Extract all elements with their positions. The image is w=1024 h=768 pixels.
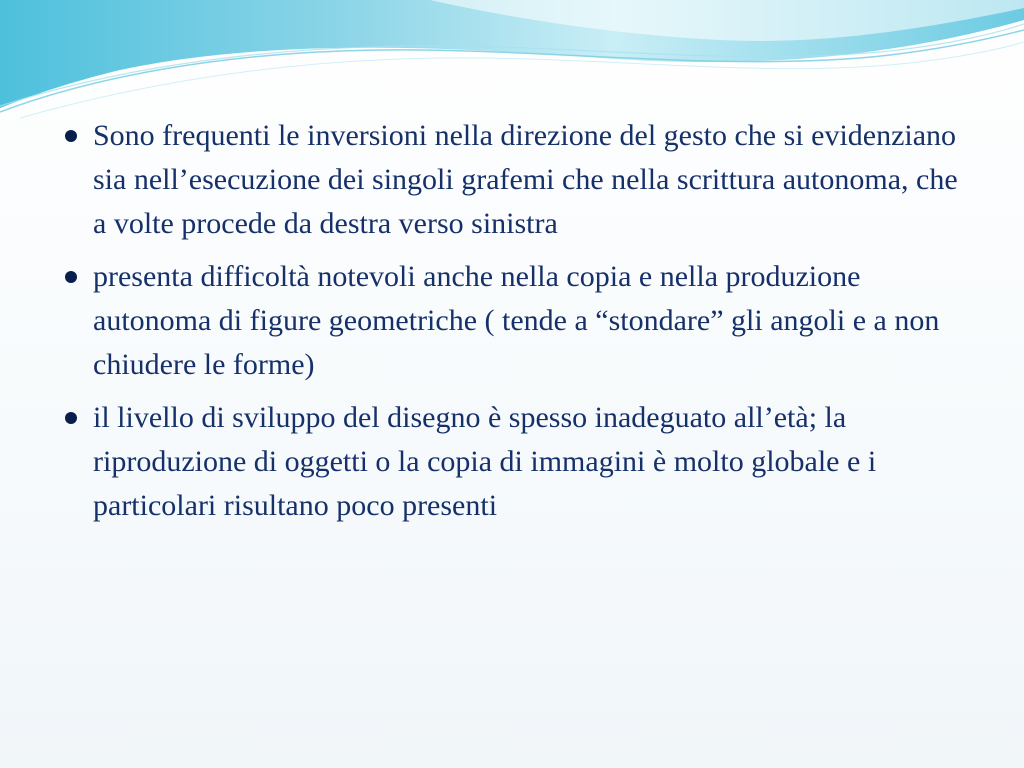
bullet-item	[62, 114, 967, 246]
bullet-icon	[65, 271, 77, 283]
bullet-icon	[65, 412, 77, 424]
bullet-icon	[65, 130, 77, 142]
header-wave-decoration	[0, 0, 1024, 120]
bullet-list	[62, 114, 967, 528]
bullet-text: Sono frequenti le inversioni nella direzione del gesto che si evidenziano sia nell’esecuzione dei singoli grafemi che nella scrittura autonoma, che a volte procede da destra verso sinistra	[93, 119, 958, 240]
bullet-item	[62, 396, 967, 528]
slide-body	[62, 114, 967, 537]
bullet-text: presenta difficoltà notevoli anche nella copia e nella produzione autonoma di figure geometriche ( tende a “stondare” gli angoli e a non chiudere le forme)	[93, 260, 940, 381]
bullet-item	[62, 255, 967, 387]
bullet-text: il livello di sviluppo del disegno è spesso inadeguato all’età; la riproduzione di oggetti o la copia di immagini è molto globale e i particolari risultano poco presenti	[93, 401, 877, 522]
